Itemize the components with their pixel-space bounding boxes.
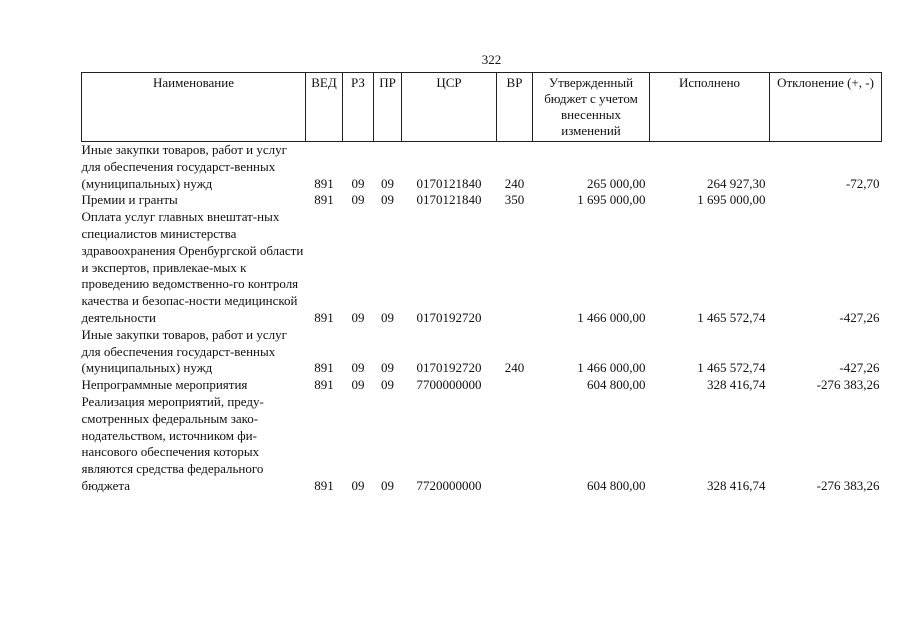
row-vr: 240: [504, 360, 525, 376]
row-csr: 7720000000: [416, 477, 482, 493]
row-pr: 09: [381, 309, 394, 325]
row-executed: 328 416,74: [707, 377, 766, 393]
row-ved: 891: [314, 175, 334, 191]
header-deviation: Отклонение (+, -): [770, 73, 882, 142]
table-row: [82, 209, 882, 327]
table-body: [82, 142, 882, 495]
row-deviation: -276 383,26: [816, 377, 880, 393]
row-deviation: -276 383,26: [816, 477, 880, 493]
row-pr: 09: [381, 377, 394, 393]
row-executed: 1 465 572,74: [697, 309, 766, 325]
header-csr: ЦСР: [402, 73, 497, 142]
table-row: [82, 142, 882, 193]
row-vr: [497, 394, 533, 495]
row-name: Оплата услуг главных внештат-ных специалистов министерства здравоохранения Оренбургской области и экспертов, привлекае-мых к проведению ведомственно-го контроля качества и безопас-ности медицинской деятельности: [81, 209, 304, 325]
row-approved: 265 000,00: [587, 175, 646, 191]
row-executed: 1 465 572,74: [697, 360, 766, 376]
table-row: [82, 327, 882, 377]
row-csr: 7700000000: [416, 377, 482, 393]
page-number: 322: [481, 52, 502, 67]
row-ved: 891: [314, 360, 334, 376]
budget-table: [81, 72, 882, 495]
row-name: Иные закупки товаров, работ и услуг для обеспечения государст-венных (муниципальных) нужд: [81, 326, 287, 376]
table-row: [82, 394, 882, 495]
row-csr: 0170121840: [416, 175, 482, 191]
row-pr: 09: [381, 175, 394, 191]
row-executed: 264 927,30: [707, 175, 766, 191]
row-approved: 604 800,00: [587, 377, 646, 393]
header-name: Наименование: [82, 73, 306, 142]
row-vr: [497, 377, 533, 394]
row-deviation: [770, 192, 882, 209]
row-ved: 891: [314, 309, 334, 325]
row-csr: 0170192720: [416, 360, 482, 376]
row-executed: 328 416,74: [707, 477, 766, 493]
row-vr: [497, 209, 533, 327]
row-ved: 891: [314, 477, 334, 493]
row-approved: 604 800,00: [587, 477, 646, 493]
row-pr: 09: [381, 192, 394, 208]
row-approved: 1 466 000,00: [577, 309, 646, 325]
row-name: Реализация мероприятий, преду-смотренных федеральным зако-нодательством, источником фи-нансового обеспечения которых являются средства федерального бюджета: [81, 393, 264, 493]
row-name: Иные закупки товаров, работ и услуг для обеспечения государст-венных (муниципальных) нужд: [81, 142, 287, 191]
header-vr: ВР: [497, 73, 533, 142]
header-executed: Исполнено: [650, 73, 770, 142]
table-header: [82, 73, 882, 142]
row-csr: 0170121840: [416, 192, 482, 208]
row-approved: 1 695 000,00: [577, 192, 646, 208]
header-rz: РЗ: [343, 73, 374, 142]
row-ved: 891: [314, 377, 334, 393]
table-row: [82, 377, 882, 394]
row-rz: 09: [351, 360, 365, 376]
row-vr: 350: [504, 192, 525, 208]
row-ved: 891: [314, 192, 334, 208]
row-rz: 09: [351, 477, 365, 493]
row-name: Непрограммные мероприятия: [81, 377, 248, 393]
row-rz: 09: [351, 175, 365, 191]
row-deviation: -427,26: [839, 309, 880, 325]
row-executed: 1 695 000,00: [697, 192, 766, 208]
table-row: [82, 192, 882, 209]
row-deviation: -427,26: [839, 360, 880, 376]
row-deviation: -72,70: [845, 175, 880, 191]
header-pr: ПР: [374, 73, 402, 142]
row-name: Премии и гранты: [81, 192, 178, 208]
row-pr: 09: [381, 360, 394, 376]
row-pr: 09: [381, 477, 394, 493]
header-ved: ВЕД: [306, 73, 343, 142]
row-csr: 0170192720: [416, 309, 482, 325]
row-vr: 240: [504, 175, 525, 191]
header-approved: Утвержденный бюджет с учетом внесенных изменений: [533, 73, 650, 142]
row-rz: 09: [351, 192, 365, 208]
row-rz: 09: [351, 377, 365, 393]
row-rz: 09: [351, 309, 365, 325]
row-approved: 1 466 000,00: [577, 360, 646, 376]
